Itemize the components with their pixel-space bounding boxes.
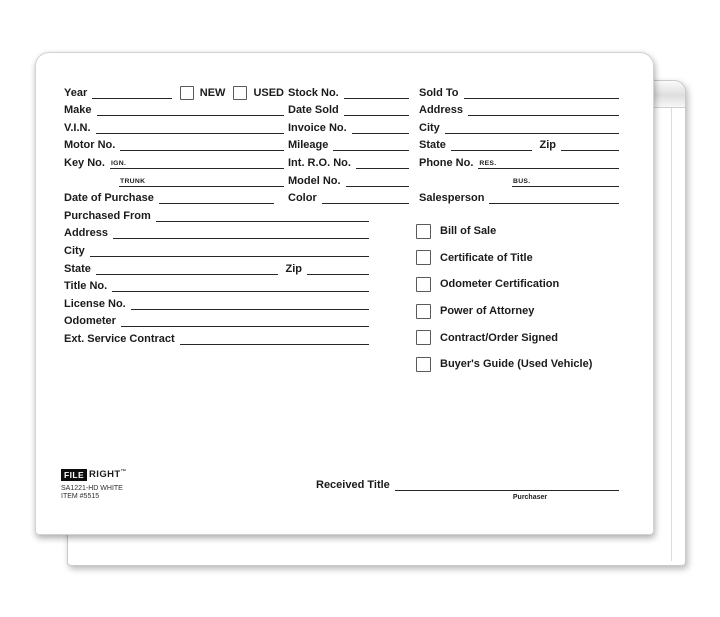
sold-to-fill-line[interactable] [464, 87, 619, 99]
title-no-label: Title No. [64, 280, 108, 293]
salesperson-label: Salesperson [419, 192, 485, 205]
phone-no-label: Phone No. [419, 156, 474, 169]
back-envelope-seam [671, 108, 672, 561]
received-title-block [316, 477, 619, 501]
field-row-seller-city [64, 241, 369, 259]
new-label: NEW [199, 86, 226, 99]
buyer-city-label: City [419, 121, 440, 134]
fileright-logo [61, 469, 126, 481]
field-row-ext-service-contract [64, 329, 369, 347]
field-row-phone-res [419, 153, 619, 171]
invoice-no-label: Invoice No. [288, 121, 347, 134]
brand-block [61, 469, 126, 502]
date-of-purchase-fill-line[interactable] [159, 192, 274, 204]
res-label: RES. [479, 159, 497, 167]
buyers-guide-checkbox[interactable] [416, 357, 431, 372]
date-sold-fill-line[interactable] [344, 104, 409, 116]
used-label: USED [253, 86, 284, 99]
make-fill-line[interactable] [97, 104, 284, 116]
key-no-ign-fill-line[interactable] [110, 157, 284, 169]
field-row-vin [64, 118, 284, 136]
model-no-fill-line[interactable] [346, 175, 409, 187]
field-row-seller-address [64, 224, 369, 242]
checklist-row-contract-order-signed [416, 324, 636, 351]
field-row-color [288, 189, 409, 207]
buyer-info-column [419, 83, 619, 206]
salesperson-fill-line[interactable] [489, 192, 619, 204]
checklist-row-buyers-guide [416, 351, 636, 378]
phone-bus-fill-line[interactable] [512, 175, 619, 187]
buyer-state-label: State [419, 139, 446, 152]
int-ro-no-fill-line[interactable] [356, 157, 409, 169]
color-fill-line[interactable] [322, 192, 409, 204]
sold-to-label: Sold To [419, 86, 459, 99]
bill-of-sale-checkbox[interactable] [416, 224, 431, 239]
odometer-certification-checkbox[interactable] [416, 277, 431, 292]
phone-res-fill-line[interactable] [478, 157, 619, 169]
certificate-of-title-label: Certificate of Title [440, 251, 533, 264]
bus-label: BUS. [513, 177, 531, 185]
date-of-purchase-label: Date of Purchase [64, 192, 154, 205]
field-row-make [64, 101, 284, 119]
logo-file-box: FILE [61, 469, 87, 481]
license-no-label: License No. [64, 297, 126, 310]
seller-city-fill-line[interactable] [90, 245, 369, 257]
vin-fill-line[interactable] [96, 122, 285, 134]
trademark-symbol: ™ [120, 469, 127, 476]
field-row-title-no [64, 277, 369, 295]
trunk-label: TRUNK [120, 177, 146, 185]
buyer-address-label: Address [419, 104, 464, 117]
product-code: SA1221-HD WHITE [61, 484, 123, 492]
buyer-zip-label: Zip [539, 139, 556, 152]
motor-no-label: Motor No. [64, 139, 116, 152]
field-row-seller-state-zip [64, 259, 369, 277]
key-no-label: Key No. [64, 156, 105, 169]
int-ro-no-label: Int. R.O. No. [288, 156, 351, 169]
buyers-guide-label: Buyer's Guide (Used Vehicle) [440, 358, 593, 371]
make-label: Make [64, 104, 92, 117]
deal-jacket-front-envelope [35, 52, 654, 535]
checklist-row-odometer-certification [416, 271, 636, 298]
sale-info-column [288, 83, 409, 206]
seller-state-label: State [64, 262, 91, 275]
purchased-from-fill-line[interactable] [156, 210, 369, 222]
date-sold-label: Date Sold [288, 104, 339, 117]
buyer-city-fill-line[interactable] [445, 122, 619, 134]
stock-no-fill-line[interactable] [344, 87, 409, 99]
field-row-purchased-from [64, 206, 369, 224]
received-title-signature-line[interactable] [395, 479, 619, 491]
power-of-attorney-label: Power of Attorney [440, 305, 535, 318]
purchaser-label: Purchaser [512, 494, 548, 501]
field-row-buyer-city [419, 118, 619, 136]
ign-label: IGN. [110, 159, 127, 167]
ext-service-contract-label: Ext. Service Contract [64, 332, 175, 345]
seller-address-fill-line[interactable] [113, 227, 369, 239]
license-no-fill-line[interactable] [131, 298, 369, 310]
bill-of-sale-label: Bill of Sale [440, 225, 497, 238]
mileage-fill-line[interactable] [333, 139, 409, 151]
used-checkbox[interactable] [233, 86, 247, 100]
seller-zip-fill-line[interactable] [307, 263, 369, 275]
year-label: Year [64, 86, 88, 99]
seller-state-fill-line[interactable] [96, 263, 278, 275]
buyer-address-fill-line[interactable] [468, 104, 619, 116]
documents-checklist [416, 218, 636, 378]
field-row-stock-no [288, 83, 409, 101]
power-of-attorney-checkbox[interactable] [416, 304, 431, 319]
purchased-from-label: Purchased From [64, 209, 151, 222]
invoice-no-fill-line[interactable] [352, 122, 409, 134]
field-row-motor-no [64, 136, 284, 154]
title-no-fill-line[interactable] [112, 280, 369, 292]
logo-right-word: RIGHT [89, 469, 121, 481]
model-no-label: Model No. [288, 174, 341, 187]
stock-no-label: Stock No. [288, 86, 339, 99]
field-row-date-of-purchase [64, 189, 274, 207]
color-label: Color [288, 192, 317, 205]
field-row-invoice-no [288, 118, 409, 136]
certificate-of-title-checkbox[interactable] [416, 250, 431, 265]
seller-address-label: Address [64, 227, 109, 240]
item-number: ITEM #5515 [61, 493, 100, 500]
ext-service-contract-fill-line[interactable] [180, 333, 369, 345]
mileage-label: Mileage [288, 139, 329, 152]
field-row-year [64, 83, 284, 101]
field-row-phone-bus [419, 171, 619, 189]
field-row-key-no-ign [64, 153, 284, 171]
field-row-sold-to [419, 83, 619, 101]
seller-zip-label: Zip [285, 262, 302, 275]
field-row-model-no [288, 171, 409, 189]
field-row-odometer [64, 312, 369, 330]
checklist-row-certificate-of-title [416, 245, 636, 272]
field-row-mileage [288, 136, 409, 154]
logo-right-text [89, 469, 126, 480]
field-row-license-no [64, 294, 369, 312]
contract-order-signed-checkbox[interactable] [416, 330, 431, 345]
key-no-trunk-fill-line[interactable] [119, 175, 284, 187]
motor-no-fill-line[interactable] [120, 139, 284, 151]
field-row-buyer-address [419, 101, 619, 119]
checklist-row-bill-of-sale [416, 218, 636, 245]
contract-order-signed-label: Contract/Order Signed [440, 331, 558, 344]
buyer-state-fill-line[interactable] [451, 139, 532, 151]
field-row-received-title [316, 477, 619, 493]
odometer-fill-line[interactable] [121, 315, 369, 327]
new-checkbox[interactable] [180, 86, 194, 100]
seller-city-label: City [64, 244, 85, 257]
received-title-label: Received Title [316, 479, 390, 491]
odometer-label: Odometer [64, 315, 116, 328]
field-row-buyer-state-zip [419, 136, 619, 154]
vin-label: V.I.N. [64, 121, 91, 134]
buyer-zip-fill-line[interactable] [561, 139, 619, 151]
field-row-key-no-trunk [64, 171, 284, 189]
field-row-date-sold [288, 101, 409, 119]
field-row-salesperson [419, 189, 619, 207]
checklist-row-power-of-attorney [416, 298, 636, 325]
year-fill-line[interactable] [92, 87, 172, 99]
field-row-int-ro-no [288, 153, 409, 171]
odometer-certification-label: Odometer Certification [440, 278, 560, 291]
